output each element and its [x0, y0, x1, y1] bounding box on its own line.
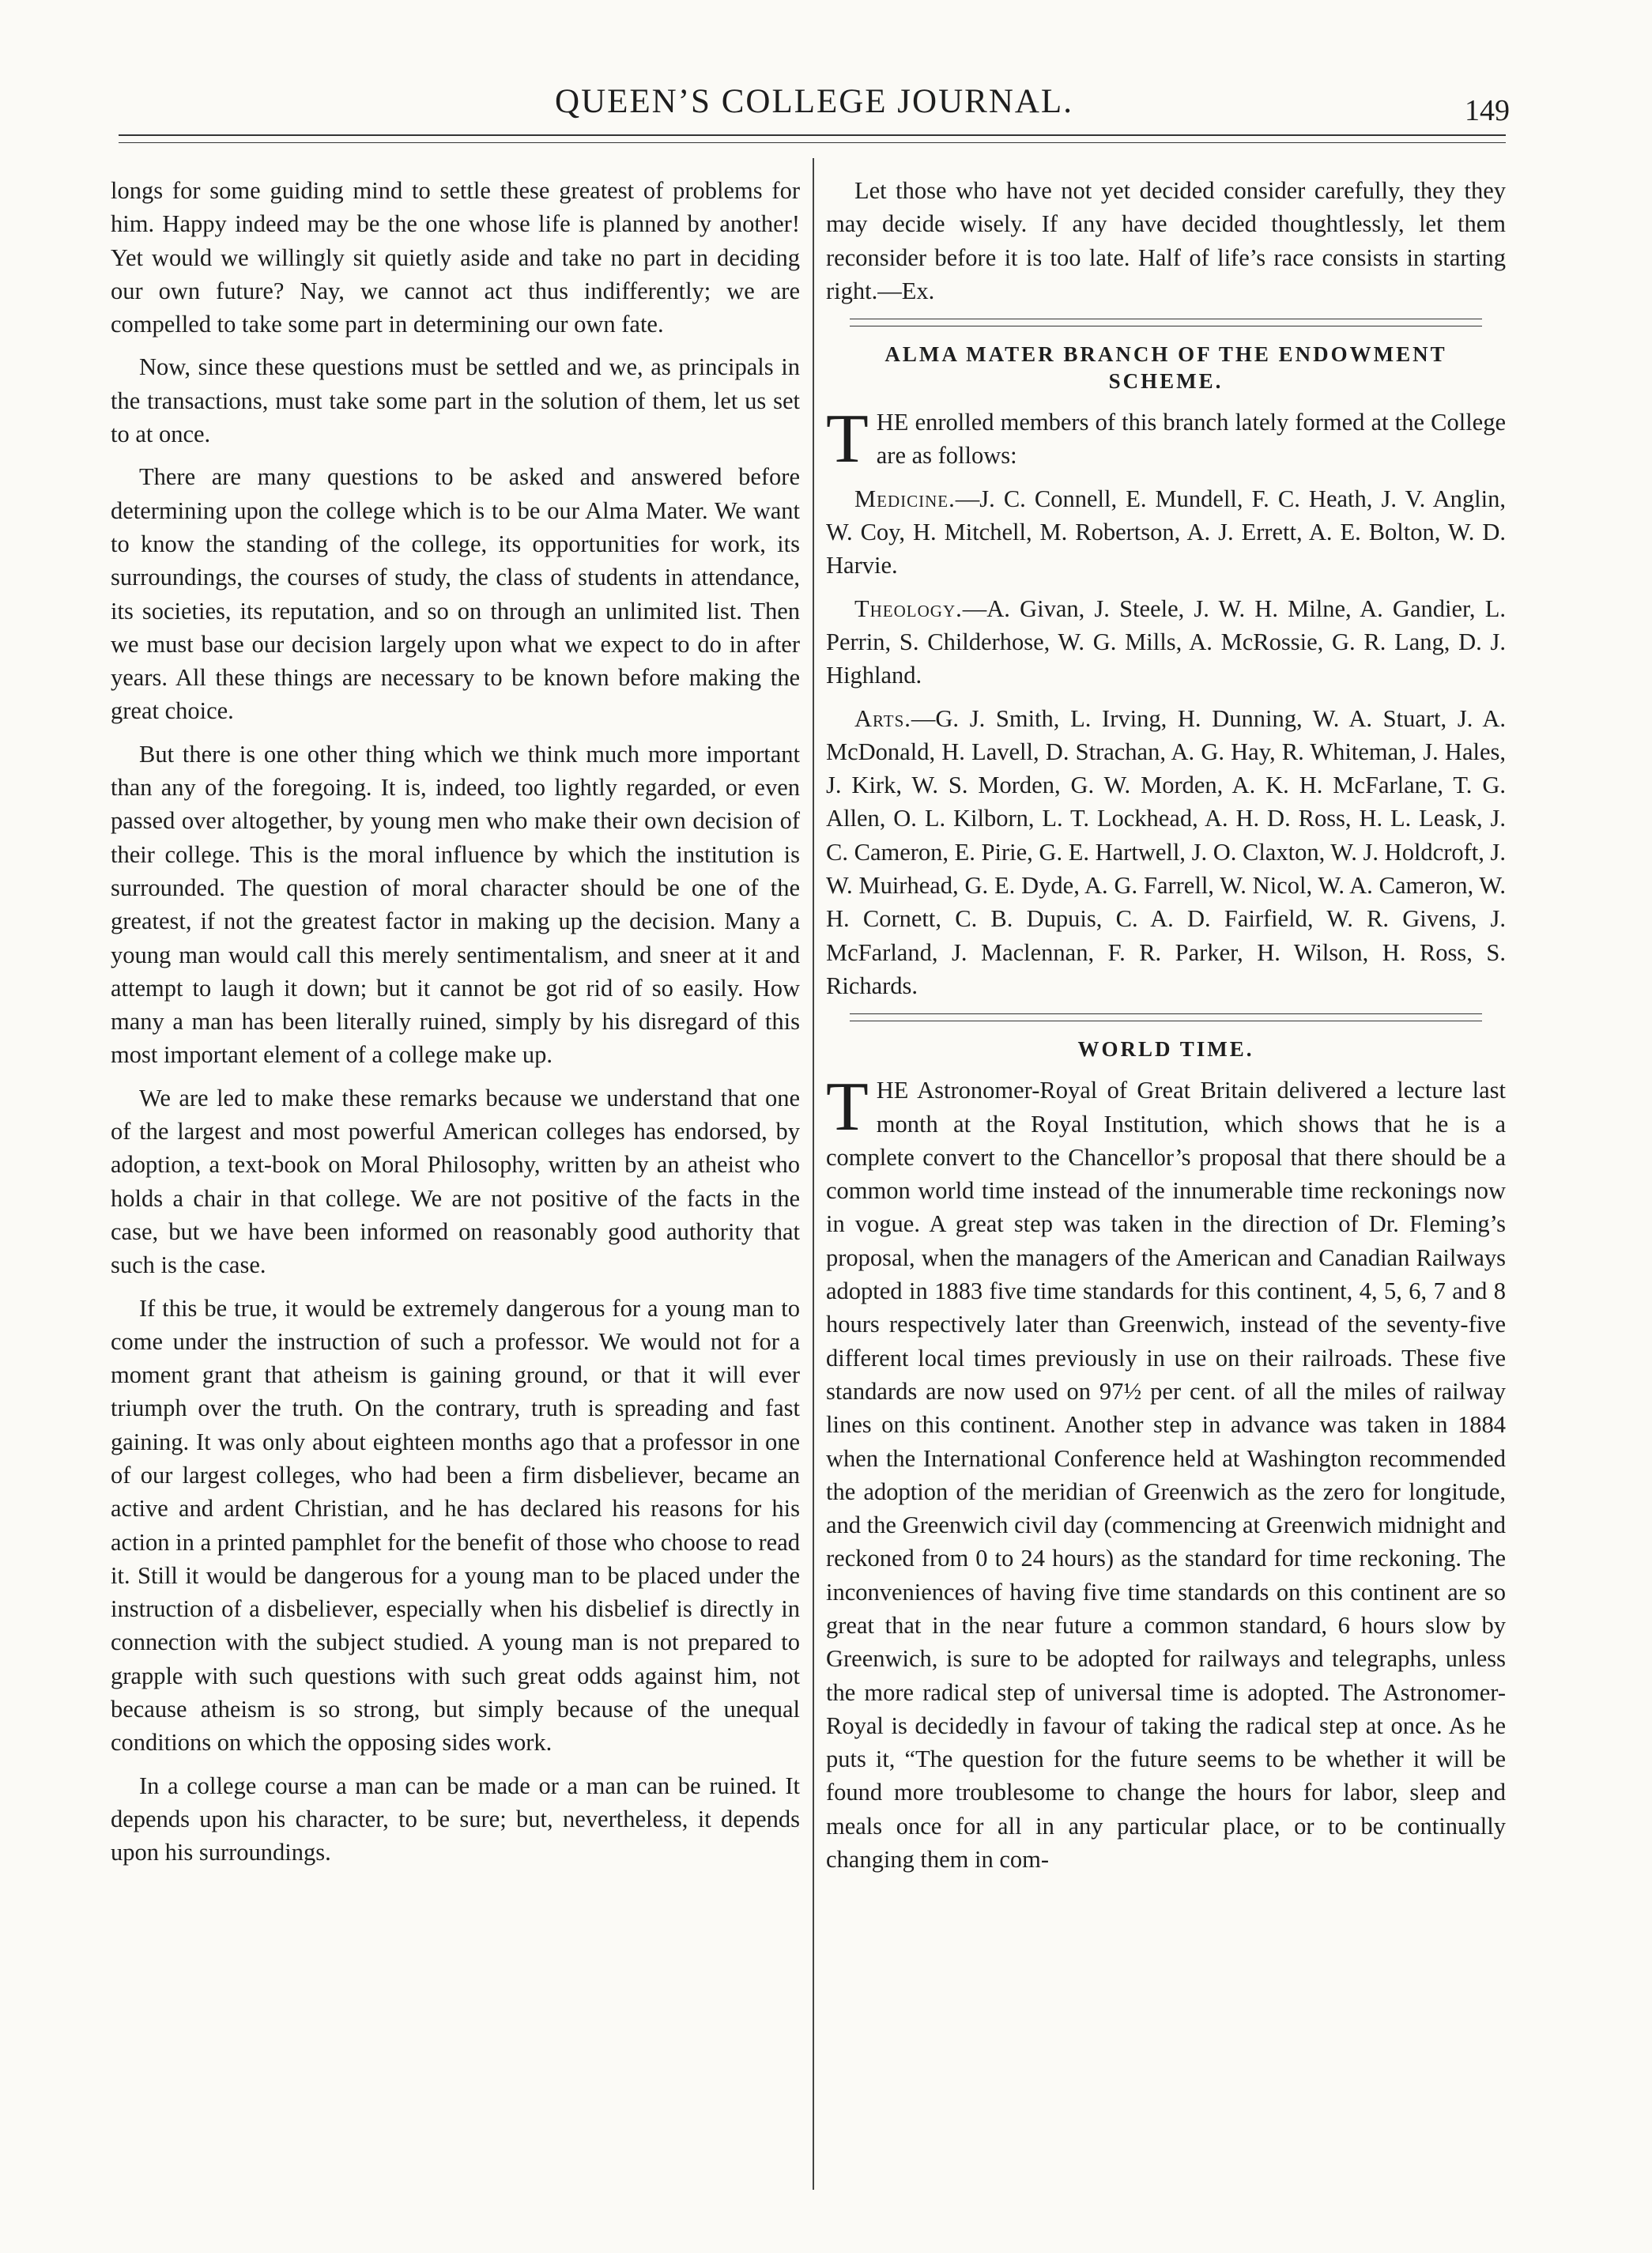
- member-group-medicine: [826, 482, 1506, 583]
- member-group-theology: [826, 592, 1506, 693]
- article-paragraph: In a college course a man can be made or a man can be ruined. It depends upon his character, to be sure; but, nevertheless, it depends upon his surroundings.: [111, 1772, 800, 1866]
- group-label: Theology.: [854, 594, 963, 622]
- journal-title: QUEEN’S COLLEGE JOURNAL.: [555, 83, 1073, 120]
- article-paragraph: We are led to make these remarks because we understand that one of the largest and most powerful American colleges has endorsed, by adoption, a text-book on Moral Philosophy, written by an atheist who holds a chair in that college. We are not positive of the facts in the case, but we have been informed on reasonably good authority that such is the case.: [111, 1084, 800, 1279]
- group-names: —J. C. Connell, E. Mundell, F. C. Heath, J. V. Anglin, W. Coy, H. Mitchell, M. Robertson, A. J. Errett, A. E. Bolton, W. D. Harvie.: [826, 485, 1506, 579]
- section-divider: [850, 1013, 1482, 1021]
- alma-mater-intro-text: HE enrolled members of this branch lately formed at the College are as follows:: [876, 409, 1506, 470]
- alma-mater-heading: ALMA MATER BRANCH OF THE ENDOWMENT SCHEME.: [884, 342, 1447, 394]
- left-column: [111, 174, 800, 1879]
- header-rule-bottom: [119, 142, 1506, 143]
- section-divider: [850, 319, 1482, 326]
- article-paragraph: But there is one other thing which we think much more important than any of the foregoing. It is, indeed, too lightly regarded, or even passed over altogether, by young men who make their own decision of their college. This is the moral influence by which the institution is surrounded. The question of moral character should be one of the greatest, if not the greatest factor in making up the decision. Many a young man would call this merely sentimentalism, and sneer at it and attempt to laugh it down; but it cannot be got rid of so easily. How many a man has been literally ruined, simply by his disregard of this most important element of a college make up.: [111, 740, 800, 1069]
- header-rule-top: [119, 134, 1506, 136]
- alma-mater-intro: [826, 401, 1506, 478]
- world-time-body: [826, 1069, 1506, 1876]
- member-group-arts: [826, 702, 1506, 1003]
- group-label: Medicine.: [854, 485, 956, 512]
- group-names: —G. J. Smith, L. Irving, H. Dunning, W. A. Stuart, J. A. McDonald, H. Lavell, D. Strachan, A. G. Hay, R. Whiteman, J. Hales, J. Kirk, W. S. Morden, G. W. Morden, A. K. H. McFarlane, T. G. Allen, O. L. Kilborn, L. T. Lockhead, A. H. D. Ross, H. L. Leask, J. C. Cameron, E. Pirie, G. E. Hartwell, J. O. Claxton, W. J. Holdcroft, J. W. Muirhead, G. E. Dyde, A. G. Farrell, W. Nicol, W. A. Cameron, W. H. Cornett, C. B. Dupuis, C. A. D. Fairfield, W. R. Givens, J. McFarland, J. Maclennan, F. R. Parker, H. Wilson, H. Ross, S. Richards.: [826, 704, 1506, 999]
- world-time-heading: WORLD TIME.: [1077, 1037, 1254, 1062]
- article-paragraph: If this be true, it would be extremely dangerous for a young man to come under the instruction of such a professor. We would not for a moment grant that atheism is gaining ground, or that it will ever triumph over the truth. On the contrary, truth is spreading and fast gaining. It was only about eighteen months ago that a professor in one of our largest colleges, who had been a firm disbeliever, became an active and ardent Christian, and he has declared his reasons for his action in a printed pamphlet for the benefit of those who choose to read it. Still it would be dangerous for a young man to be placed under the instruction of a disbeliever, especially when his disbelief is directly in connection with the subject studied. A young man is not prepared to grapple with such questions with such great odds against him, not because atheism is so strong, but simply because of the unequal conditions on which the opposing sides work.: [111, 1294, 800, 1757]
- column-divider: [813, 158, 814, 2190]
- right-column: [826, 174, 1506, 1885]
- world-time-text: HE Astronomer-Royal of Great Britain delivered a lecture last month at the Royal Institution, which shows that he is a complete convert to the Chancellor’s proposal that there should be a common world time instead of the innumerable time reckonings now in vogue. A great step was taken in the direction of Dr. Fleming’s proposal, when the managers of the American and Canadian Railways adopted in 1883 five time standards for this continent, 4, 5, 6, 7 and 8 hours respectively later than Greenwich, instead of the seventy-five different local times previously in use on their railroads. These five standards are now used on 97½ per cent. of all the miles of railway lines on this continent. Another step in advance was taken in 1884 when the International Conference held at Washington recommended the adoption of the meridian of Greenwich as the zero for longitude, and the Greenwich civil day (commencing at Greenwich midnight and reckoned from 0 to 24 hours) as the standard for time reckoning. The inconveniences of having five time standards on this continent are so great that in the near future a common standard, 6 hours slow by Greenwich, is sure to be adopted for railways and telegraphs, unless the more radical step of universal time is adopted. The Astronomer-Royal is decidedly in favour of taking the radical step at once. As he puts it, “The question for the future seems to be whether it will be found more troublesome to change the hours for labor, sleep and meals once for all in any particular place, or to be continually changing them in com-: [826, 1077, 1506, 1874]
- page-number: 149: [1465, 94, 1510, 127]
- article-paragraph: longs for some guiding mind to settle these greatest of problems for him. Happy indeed may be the one whose life is planned by another! Yet would we willingly sit quietly aside and take no part in deciding our own future? Nay, we cannot act thus indifferently; we are compelled to take some part in determining our own fate.: [111, 177, 800, 338]
- group-names: —A. Givan, J. Steele, J. W. H. Milne, A. Gandier, L. Perrin, S. Childerhose, W. G. Mills, A. McRossie, G. R. Lang, D. J. Highland.: [826, 594, 1506, 689]
- group-label: Arts.: [854, 704, 911, 732]
- closing-paragraph: Let those who have not yet decided consider carefully, they they may decide wisely. If any have decided thoughtlessly, let them reconsider before it is too late. Half of life’s race consists in starting right.—Ex.: [826, 177, 1506, 304]
- article-paragraph: Now, since these questions must be settled and we, as principals in the transactions, must take some part in the solution of them, let us set to at once.: [111, 353, 800, 448]
- page-header: [119, 82, 1510, 138]
- article-paragraph: There are many questions to be asked and answered before determining upon the college which is to be our Alma Mater. We want to know the standing of the college, its opportunities for work, its surroundings, the courses of study, the class of students in attendance, its societies, its reputation, and so on through an unlimited list. Then we must base our decision largely upon what we expect to do in after years. All these things are necessary to be known before making the great choice.: [111, 463, 800, 725]
- dropcap: T: [826, 401, 869, 478]
- dropcap: T: [826, 1069, 869, 1146]
